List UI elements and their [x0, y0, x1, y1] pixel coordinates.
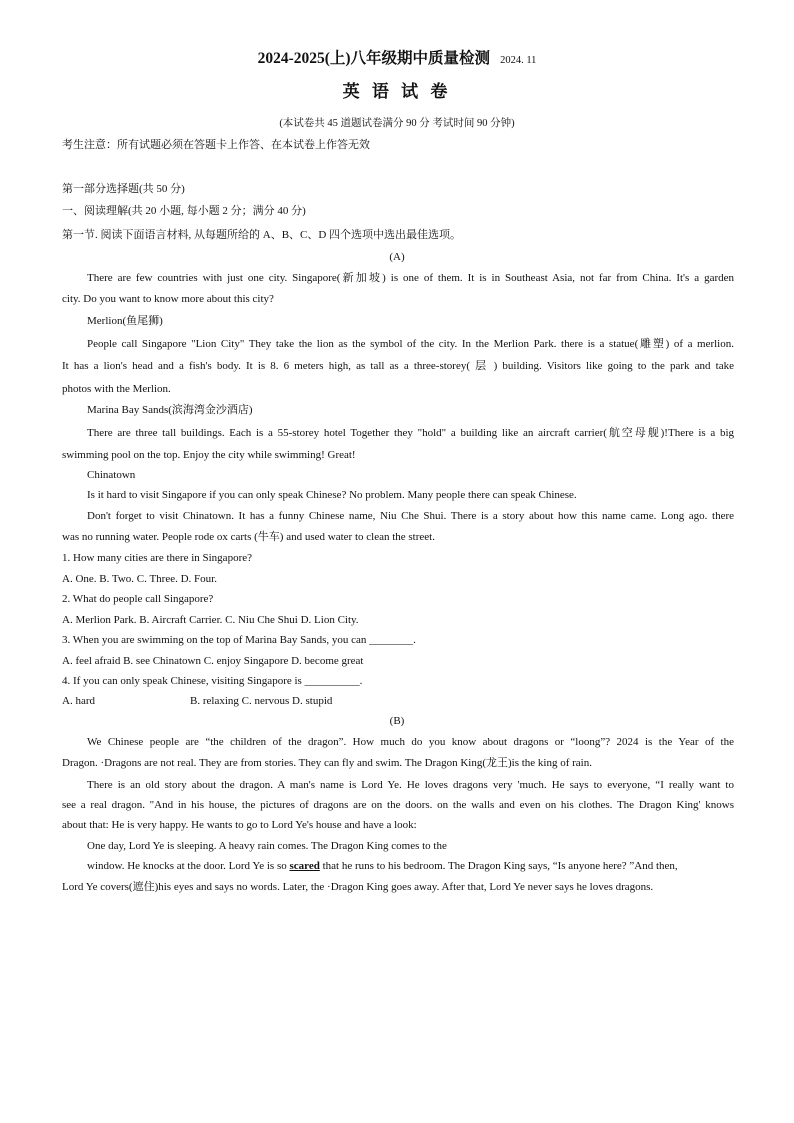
- question-4-options: [62, 694, 332, 708]
- marina-bay-heading: Marina Bay Sands(滨海湾金沙酒店): [87, 404, 253, 416]
- passage-a-p2-line1: People call Singapore "Lion City" They take the lion as the symbol of the city. In the Merlion Park. there is a statue(雕塑) of a merlion.: [87, 338, 734, 350]
- underlined-word-scared: scared: [289, 860, 320, 872]
- passage-a-p5-line1: Don't forget to visit Chinatown. It has a funny Chinese name, Niu Che Shui. There is a story about how this name came. Long ago. there: [87, 510, 734, 522]
- passage-b-p2-line3: about that: He is very happy. He wants to go to Lord Ye's house and have a look:: [62, 819, 417, 831]
- passage-b-p3-line3: Lord Ye covers(遮住)his eyes and says no words. Later, the ·Dragon King goes away. After that, Lord Ye never says he loves dragons.: [62, 881, 654, 893]
- passage-a-p1-line2: city. Do you want to know more about this city?: [62, 293, 274, 305]
- merlion-heading: Merlion(鱼尾狮): [87, 315, 163, 327]
- passage-b-p3-line1: One day, Lord Ye is sleeping. A heavy rain comes. The Dragon King comes to the: [87, 840, 447, 852]
- section-instruction: 第一节. 阅读下面语言材料, 从每题所给的 A、B、C、D 四个选项中选出最佳选项。: [62, 229, 462, 241]
- passage-b-p2-line2: see a real dragon. "And in his house, the pictures of dragons are on the doors. on the walls and even on his clothes. The Dragon King' knows: [62, 799, 734, 811]
- passage-a-p3-line2: swimming pool on the top. Enjoy the city while swimming! Great!: [62, 449, 356, 461]
- passage-b-p2-line1: There is an old story about the dragon. A man's name is Lord Ye. He loves dragons very 'much. He says to everyone, “I really want to: [87, 779, 734, 791]
- question-1: 1. How many cities are there in Singapore?: [62, 552, 252, 564]
- question-2-options: A. Merlion Park. B. Aircraft Carrier. C. Niu Che Shui D. Lion City.: [62, 614, 359, 626]
- q4-option-a: A. hard: [62, 695, 95, 707]
- passage-a-p3-line1: There are three tall buildings. Each is a 55-storey hotel Together they "hold" a building like an aircraft carrier(航空母舰)!There is a big: [87, 427, 734, 439]
- passage-b-label: (B): [389, 715, 405, 727]
- q4-options-bcd: B. relaxing C. nervous D. stupid: [190, 695, 333, 707]
- reading-heading: 一、阅读理解(共 20 小题, 每小题 2 分；满分 40 分): [62, 205, 306, 217]
- exam-date: 2024. 11: [500, 55, 537, 66]
- exam-notice: 考生注意：所有试题必须在答题卡上作答、在本试卷上作答无效: [62, 139, 370, 151]
- p3-line2-start: window. He knocks at the door. Lord Ye is so: [87, 860, 290, 872]
- passage-b-p1-line1: We Chinese people are “the children of the dragon”. How much do you know about dragons or “loong”? 2024 is the Year of the: [87, 736, 734, 748]
- question-1-options: A. One. B. Two. C. Three. D. Four.: [62, 573, 217, 585]
- chinatown-heading: Chinatown: [87, 469, 136, 481]
- question-3-options: A. feel afraid B. see Chinatown C. enjoy Singapore D. become great: [62, 655, 364, 667]
- passage-a-p2-line3: photos with the Merlion.: [62, 383, 171, 395]
- question-2: 2. What do people call Singapore?: [62, 593, 214, 605]
- exam-title: [0, 50, 794, 70]
- question-3: 3. When you are swimming on the top of Marina Bay Sands, you can ________.: [62, 634, 416, 646]
- passage-a-p2-line2: It has a lion's head and a fish's body. It is 8. 6 meters high, as tall as a three-storey( 层 ) building. Visitors like going to the park and take: [62, 360, 734, 372]
- passage-b-p3-line2: [87, 859, 678, 873]
- question-4: 4. If you can only speak Chinese, visiting Singapore is __________.: [62, 675, 363, 687]
- subject-title: 英 语 试 卷: [342, 82, 452, 101]
- exam-info: (本试卷共 45 道题试卷满分 90 分 考试时间 90 分钟): [279, 118, 515, 129]
- p3-line2-end: that he runs to his bedroom. The Dragon King says, “Is anyone here? ”And then,: [319, 860, 678, 872]
- passage-a-label: (A): [389, 251, 405, 263]
- passage-a-p4: Is it hard to visit Singapore if you can only speak Chinese? No problem. Many people there can speak Chinese.: [87, 489, 577, 501]
- passage-b-p1-line2: Dragon. ·Dragons are not real. They are from stories. They can fly and swim. The Dragon King(龙王)is the king of rain.: [62, 757, 592, 769]
- passage-a-p1-line1: There are few countries with just one city. Singapore(新加坡) is one of them. It is in Southeast Asia, not far from China. It's a garden: [87, 272, 734, 284]
- part-one-heading: 第一部分选择题(共 50 分): [62, 183, 185, 195]
- passage-a-p5-line2: was no running water. People rode ox carts (牛车) and used water to clean the street.: [62, 531, 435, 543]
- title-text: 2024-2025(上)八年级期中质量检测: [257, 50, 491, 67]
